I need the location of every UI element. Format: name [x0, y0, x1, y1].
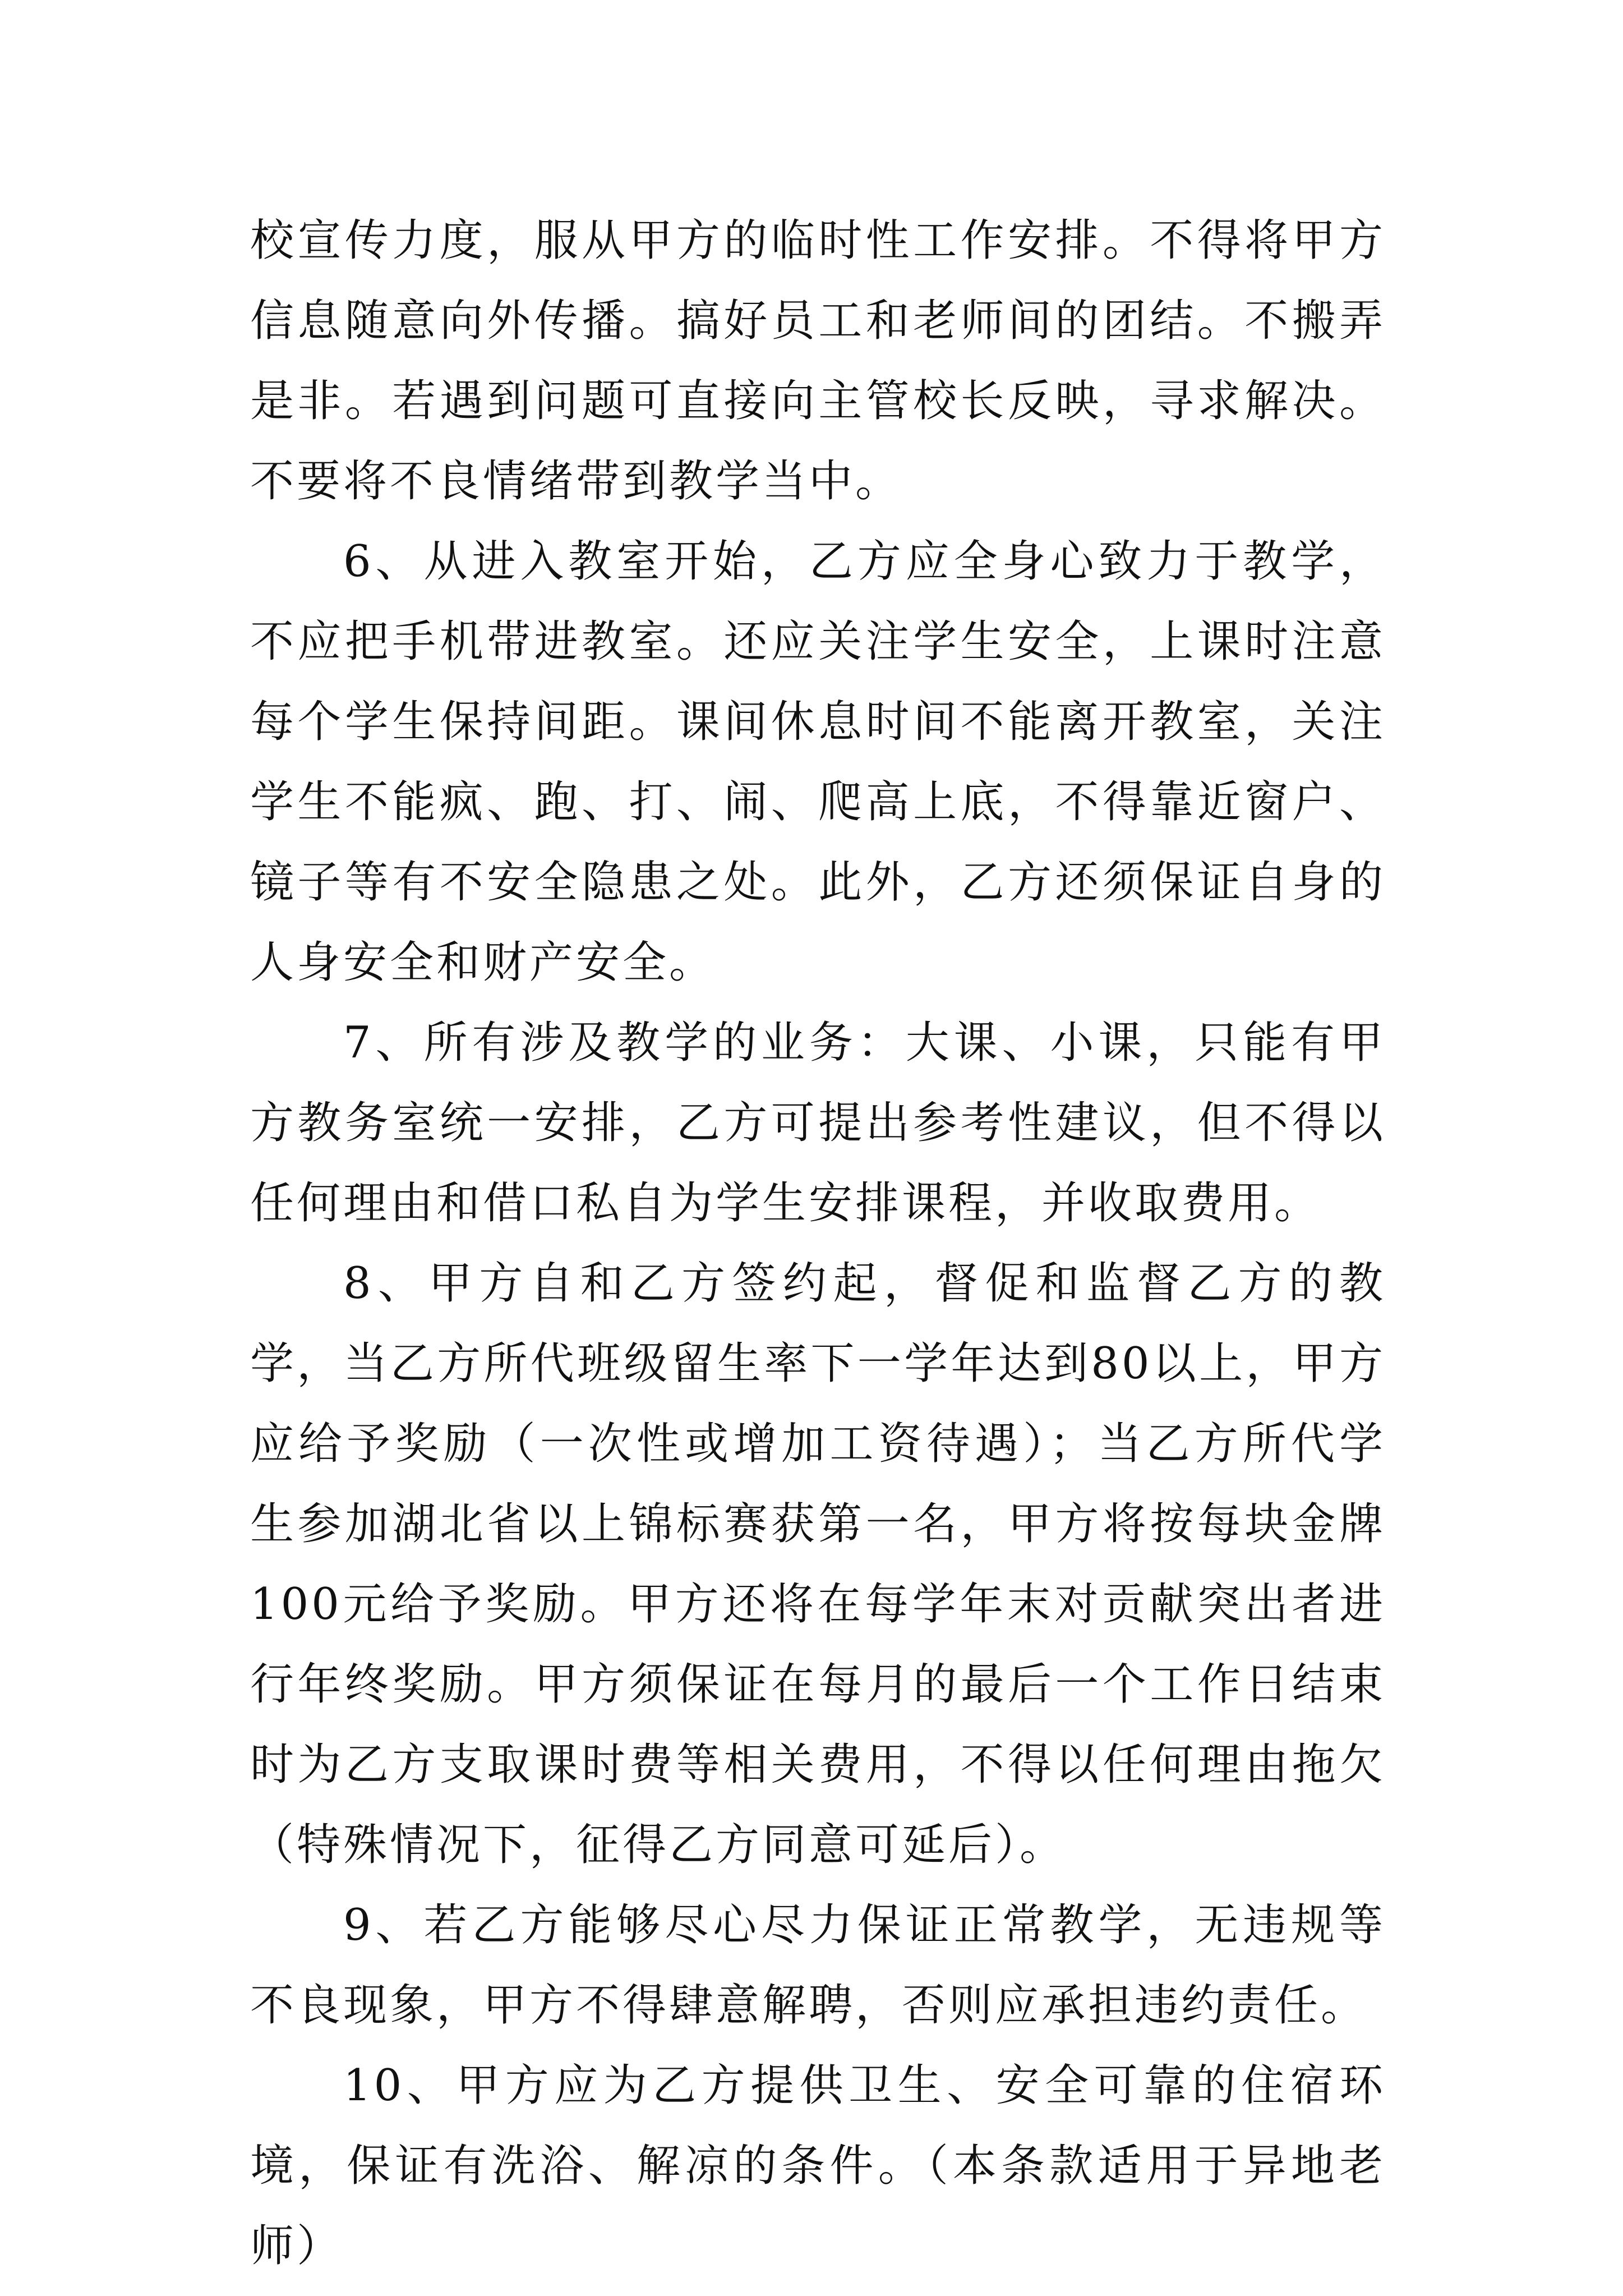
paragraph-6: 6、从进入教室开始，乙方应全身心致力于教学，不应把手机带进教室。还应关注学生安全，上课时注意每个学生保持间距。课间休息时间不能离开教室，关注学生不能疯、跑、打、闹、爬高上底，不得靠近窗户、镜子等有不安全隐患之处。此外，乙方还须保证自身的人身安全和财产安全。	[250, 536, 1386, 988]
paragraph-10: 10、甲方应为乙方提供卫生、安全可靠的住宿环境，保证有洗浴、解凉的条件。（本条款适用于异地老师）	[250, 2060, 1386, 2271]
paragraph-7: 7、所有涉及教学的业务：大课、小课，只能有甲方教务室统一安排，乙方可提出参考性建议，但不得以任何理由和借口私自为学生安排课程，并收取费用。	[250, 1018, 1386, 1228]
paragraph-8: 8、甲方自和乙方签约起，督促和监督乙方的教学，当乙方所代班级留生率下一学年达到80以上，甲方应给予奖励（一次性或增加工资待遇）；当乙方所代学生参加湖北省以上锦标赛获第一名，甲方将按每块金牌100元给予奖励。甲方还将在每学年末对贡献突出者进行年终奖励。甲方须保证在每月的最后一个工作日结束时为乙方支取课时费等相关费用，不得以任何理由拖欠（特殊情况下，征得乙方同意可延后）。	[250, 1258, 1386, 1870]
document-body	[250, 201, 1386, 2286]
paragraph-5-continued: 校宣传力度，服从甲方的临时性工作安排。不得将甲方信息随意向外传播。搞好员工和老师间的团结。不搬弄是非。若遇到问题可直接向主管校长反映，寻求解决。不要将不良情绪带到教学当中。	[250, 215, 1386, 507]
paragraph-9: 9、若乙方能够尽心尽力保证正常教学，无违规等不良现象，甲方不得肆意解聘，否则应承担违约责任。	[250, 1900, 1386, 2031]
